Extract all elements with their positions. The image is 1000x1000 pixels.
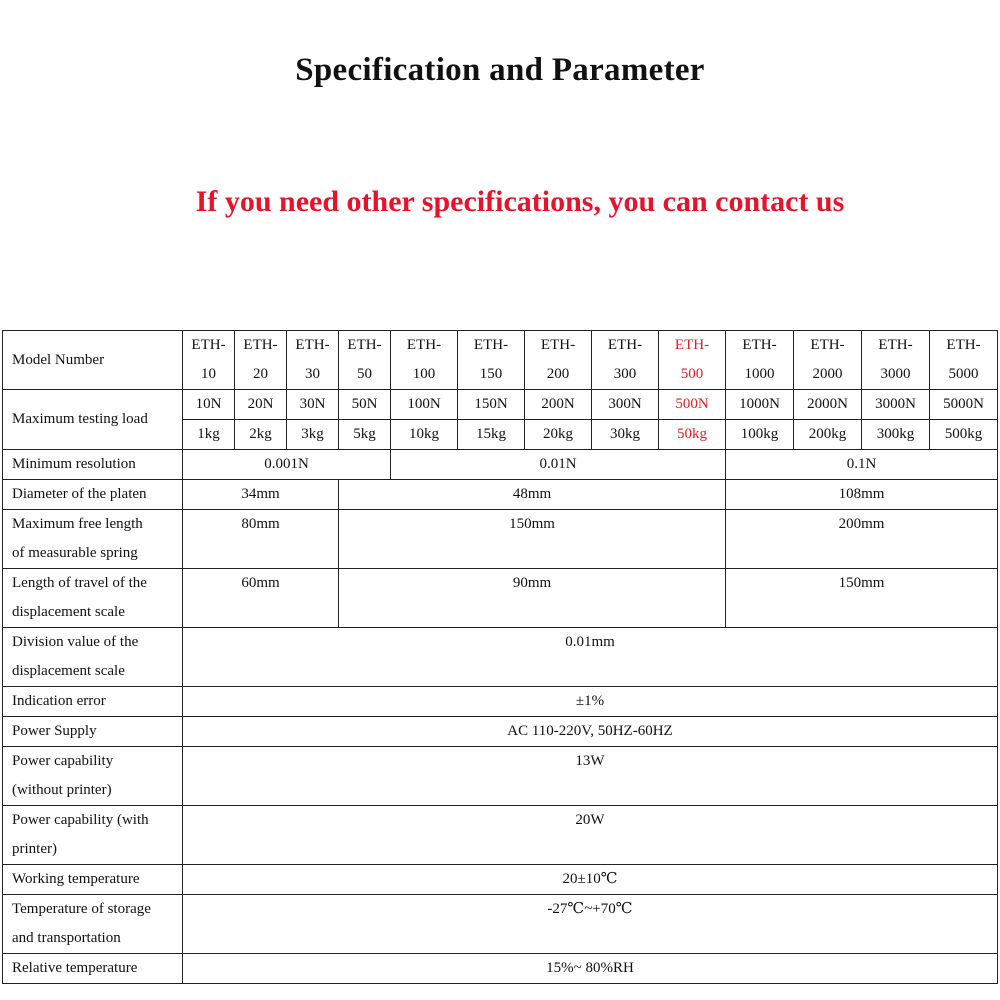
power-with-printer-row	[3, 806, 998, 865]
model-cell: ETH- 30	[287, 331, 339, 390]
model-cell: ETH- 50	[339, 331, 391, 390]
model-cell: ETH- 20	[235, 331, 287, 390]
load-kg-cell: 2kg	[235, 420, 287, 450]
load-kg-cell: 300kg	[862, 420, 930, 450]
storage-temperature-value: -27℃~+70℃	[183, 895, 998, 954]
storage-temperature-row	[3, 895, 998, 954]
load-kg-cell-highlighted: 50kg	[659, 420, 726, 450]
load-n-cell: 2000N	[794, 390, 862, 420]
load-kg-cell: 500kg	[930, 420, 998, 450]
free-length-value: 200mm	[726, 510, 998, 569]
model-cell: ETH- 5000	[930, 331, 998, 390]
load-n-cell: 100N	[391, 390, 458, 420]
relative-temperature-value: 15%~ 80%RH	[183, 954, 998, 984]
load-n-cell: 20N	[235, 390, 287, 420]
platen-diameter-value: 48mm	[339, 480, 726, 510]
page-title: Specification and Parameter	[295, 52, 705, 88]
power-with-printer-value: 20W	[183, 806, 998, 865]
power-without-printer-value: 13W	[183, 747, 998, 806]
min-resolution-row	[3, 450, 998, 480]
division-value: 0.01mm	[183, 628, 998, 687]
platen-diameter-value: 34mm	[183, 480, 339, 510]
power-without-printer-row	[3, 747, 998, 806]
power-supply-value: AC 110-220V, 50HZ-60HZ	[183, 717, 998, 747]
free-length-row	[3, 510, 998, 569]
power-supply-label: Power Supply	[3, 717, 183, 747]
indication-error-label: Indication error	[3, 687, 183, 717]
working-temperature-row	[3, 865, 998, 895]
model-number-label: Model Number	[3, 331, 183, 390]
model-cell: ETH- 10	[183, 331, 235, 390]
indication-error-value: ±1%	[183, 687, 998, 717]
load-n-cell: 150N	[458, 390, 525, 420]
load-kg-cell: 3kg	[287, 420, 339, 450]
free-length-label: Maximum free length of measurable spring	[3, 510, 183, 569]
min-resolution-label: Minimum resolution	[3, 450, 183, 480]
storage-temperature-label: Temperature of storage and transportation	[3, 895, 183, 954]
min-resolution-value: 0.01N	[391, 450, 726, 480]
max-load-label: Maximum testing load	[3, 390, 183, 450]
model-cell: ETH- 100	[391, 331, 458, 390]
platen-diameter-label: Diameter of the platen	[3, 480, 183, 510]
load-kg-cell: 200kg	[794, 420, 862, 450]
power-without-printer-label: Power capability (without printer)	[3, 747, 183, 806]
min-resolution-value: 0.1N	[726, 450, 998, 480]
model-cell: ETH- 200	[525, 331, 592, 390]
platen-diameter-row	[3, 480, 998, 510]
load-kg-cell: 20kg	[525, 420, 592, 450]
model-cell-highlighted: ETH- 500	[659, 331, 726, 390]
model-cell: ETH- 3000	[862, 331, 930, 390]
working-temperature-label: Working temperature	[3, 865, 183, 895]
travel-length-value: 150mm	[726, 569, 998, 628]
model-cell: ETH- 1000	[726, 331, 794, 390]
division-value-row	[3, 628, 998, 687]
model-cell: ETH- 2000	[794, 331, 862, 390]
working-temperature-value: 20±10℃	[183, 865, 998, 895]
max-load-n-row	[3, 390, 998, 420]
load-kg-cell: 10kg	[391, 420, 458, 450]
power-supply-row	[3, 717, 998, 747]
min-resolution-value: 0.001N	[183, 450, 391, 480]
indication-error-row	[3, 687, 998, 717]
load-n-cell: 300N	[592, 390, 659, 420]
load-n-cell: 3000N	[862, 390, 930, 420]
load-n-cell: 30N	[287, 390, 339, 420]
power-with-printer-label: Power capability (with printer)	[3, 806, 183, 865]
load-kg-cell: 5kg	[339, 420, 391, 450]
load-kg-cell: 15kg	[458, 420, 525, 450]
load-kg-cell: 100kg	[726, 420, 794, 450]
platen-diameter-value: 108mm	[726, 480, 998, 510]
free-length-value: 150mm	[339, 510, 726, 569]
load-n-cell: 5000N	[930, 390, 998, 420]
model-row	[3, 331, 998, 390]
travel-length-label: Length of travel of the displacement scale	[3, 569, 183, 628]
model-cell: ETH- 150	[458, 331, 525, 390]
relative-temperature-row	[3, 954, 998, 984]
travel-length-value: 60mm	[183, 569, 339, 628]
load-n-cell: 200N	[525, 390, 592, 420]
load-kg-cell: 30kg	[592, 420, 659, 450]
free-length-value: 80mm	[183, 510, 339, 569]
contact-note: If you need other specifications, you can contact us	[195, 185, 845, 218]
relative-temperature-label: Relative temperature	[3, 954, 183, 984]
travel-length-row	[3, 569, 998, 628]
model-cell: ETH- 300	[592, 331, 659, 390]
travel-length-value: 90mm	[339, 569, 726, 628]
load-n-cell: 50N	[339, 390, 391, 420]
load-n-cell-highlighted: 500N	[659, 390, 726, 420]
load-kg-cell: 1kg	[183, 420, 235, 450]
load-n-cell: 10N	[183, 390, 235, 420]
spec-table	[2, 330, 998, 984]
division-value-label: Division value of the displacement scale	[3, 628, 183, 687]
load-n-cell: 1000N	[726, 390, 794, 420]
